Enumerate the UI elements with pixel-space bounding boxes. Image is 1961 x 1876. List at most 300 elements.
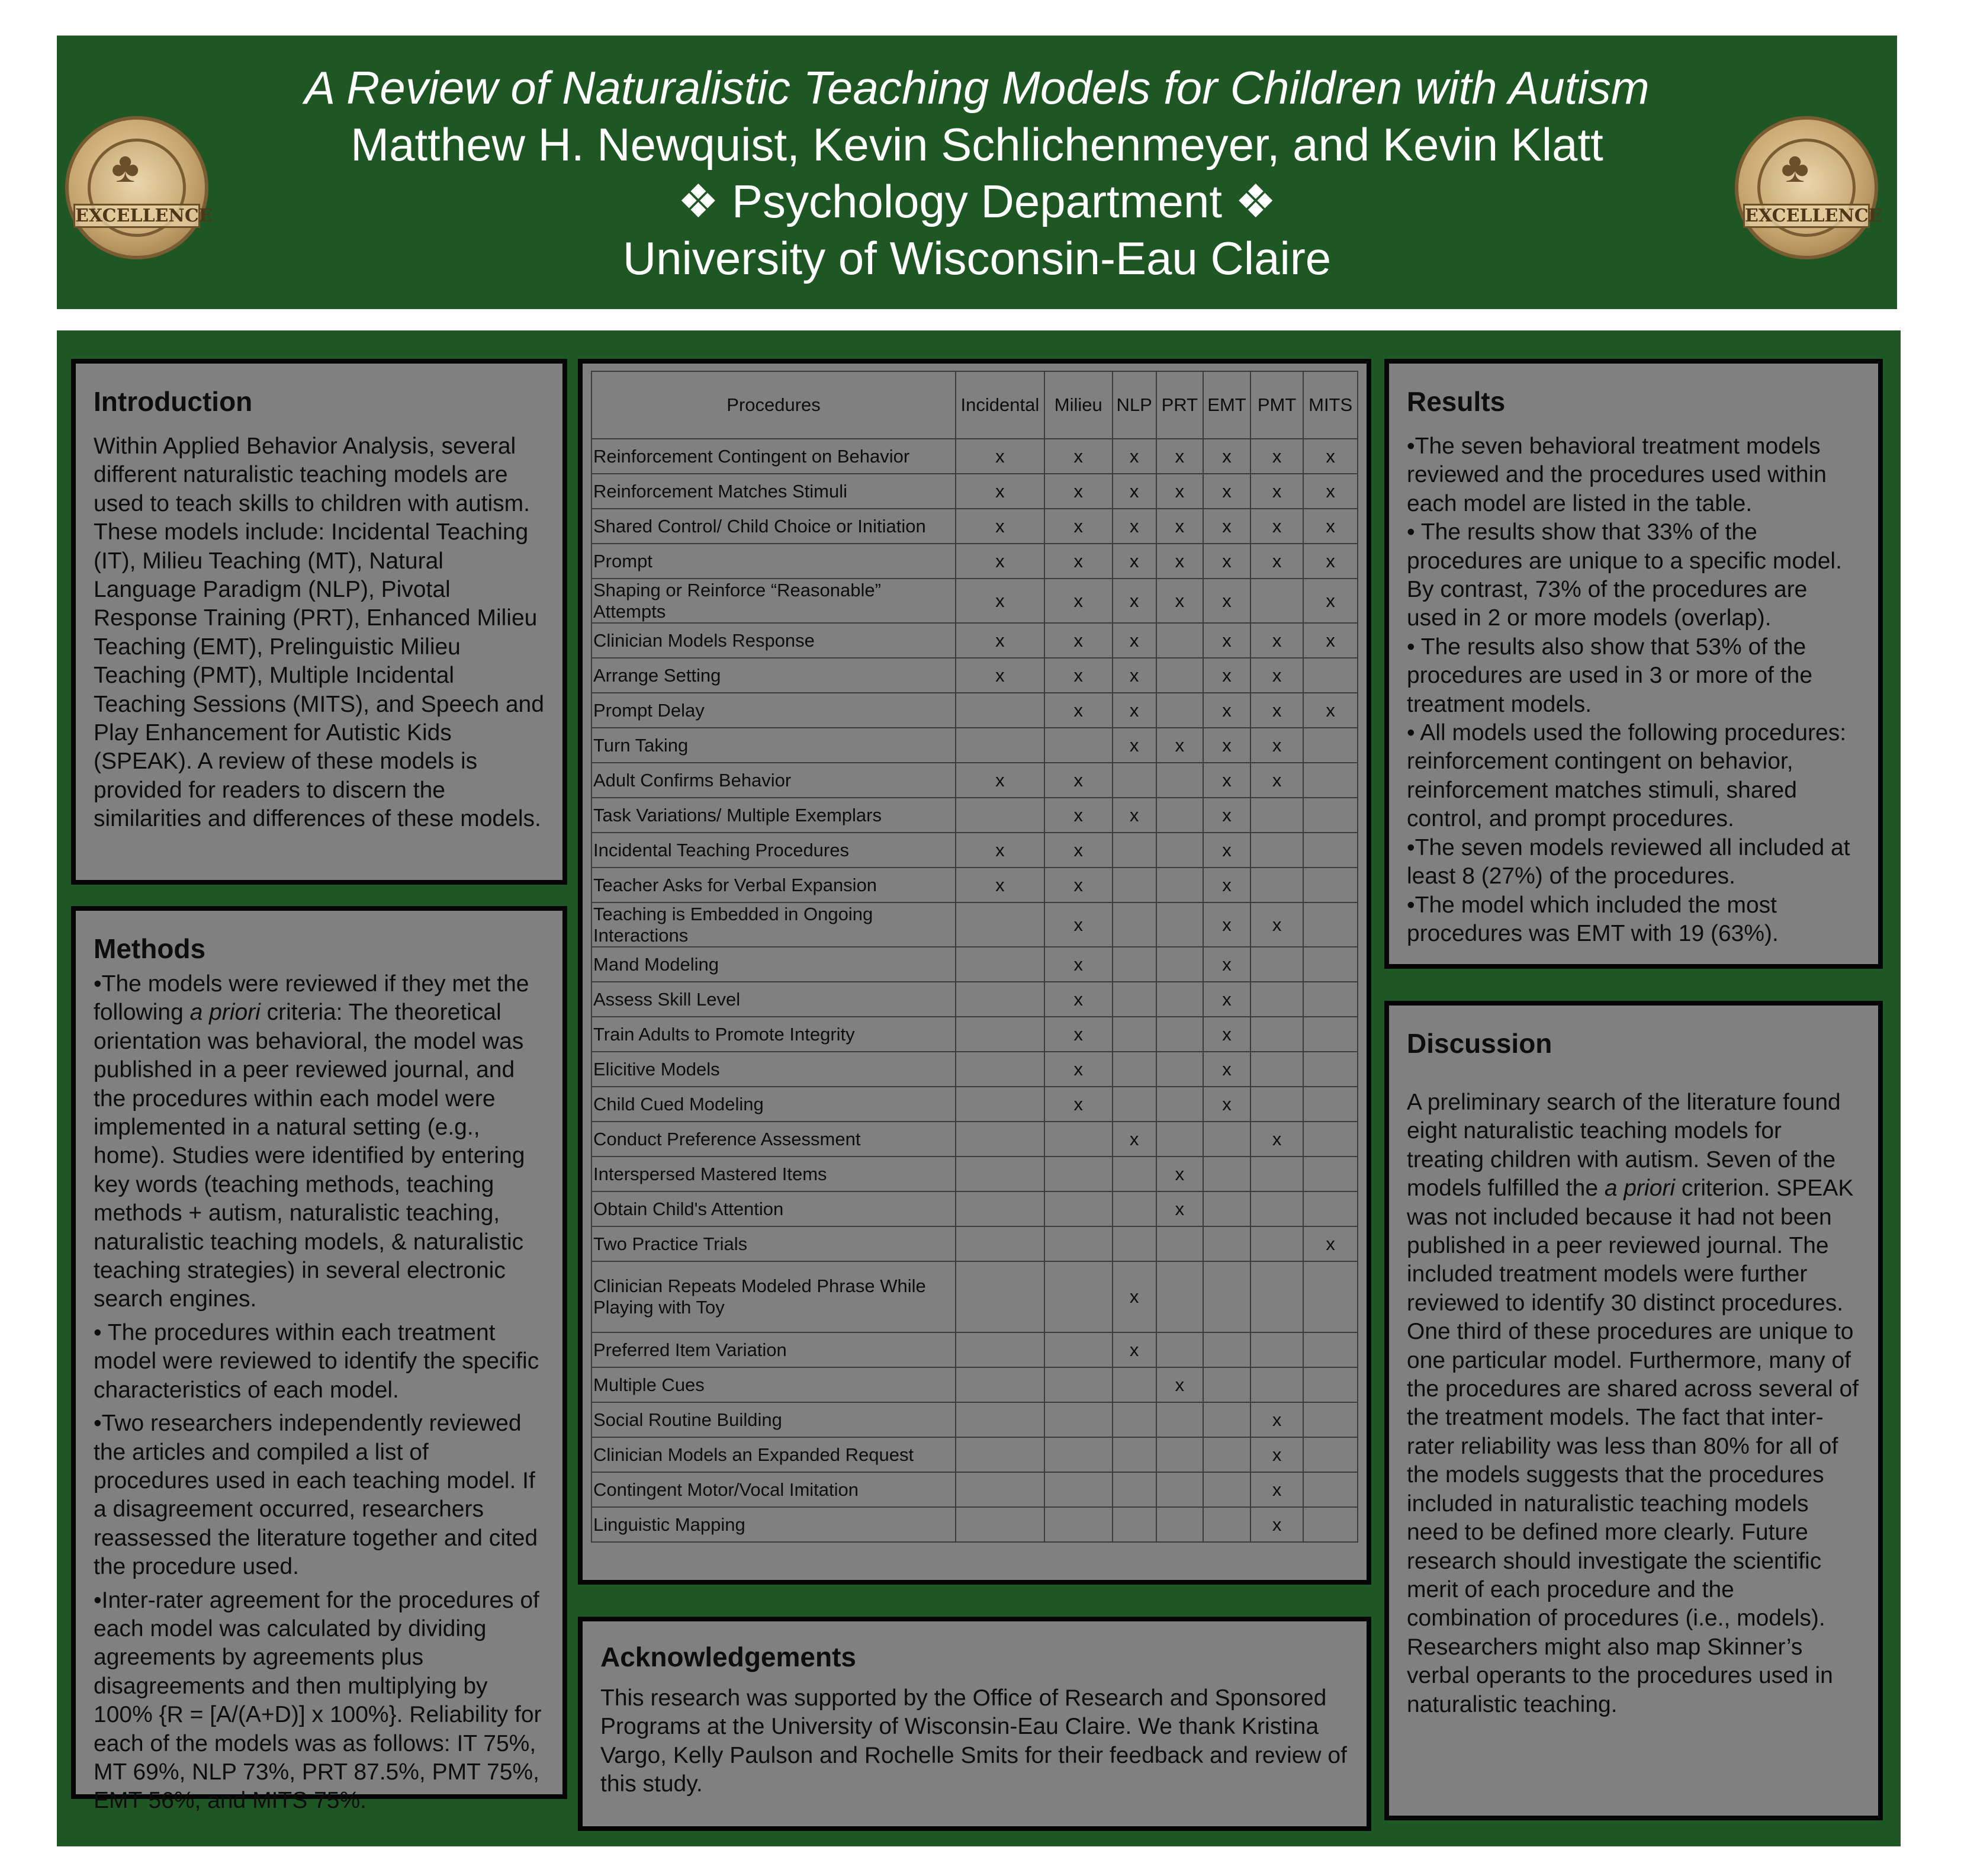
table-row [591,728,1358,763]
procedure-mark: x [1044,982,1113,1017]
procedure-mark [956,1332,1044,1367]
discussion-heading: Discussion [1407,1028,1552,1059]
procedure-mark [1156,1472,1204,1507]
procedure-mark: x [1203,693,1250,728]
procedure-mark [1113,982,1156,1017]
procedure-mark [956,1226,1044,1261]
procedure-name: Assess Skill Level [591,982,956,1017]
procedure-mark: x [1044,579,1113,623]
procedure-mark: x [1203,982,1250,1017]
procedure-mark: x [1250,544,1303,579]
procedure-mark [1303,947,1358,982]
procedure-mark [1203,1261,1250,1332]
procedure-mark [1250,833,1303,868]
procedure-mark: x [956,623,1044,658]
procedure-mark: x [1303,693,1358,728]
procedure-mark: x [1250,763,1303,798]
acknowledgements-body: This research was supported by the Office of Research and Sponsored Programs at the University of Wisconsin-Eau Claire. We thank Kristina Vargo, Kelly Paulson and Rochelle Smits for their feedback and review of this study. [600,1685,1347,1797]
procedure-mark [1044,1472,1113,1507]
procedure-mark [1113,763,1156,798]
procedure-mark [1113,1367,1156,1402]
methods-paragraph-1: •The models were reviewed if they met the following a priori criteria: The theoretical orientation was behavioral, the model was published in a peer reviewed journal, and the procedures within each model were implemented in a natural setting (e.g., home). Studies were identified by entering key words (teaching methods, teaching methods + autism, naturalistic teaching, naturalistic teaching models, & naturalistic teaching strategies) in several electronic search engines. [94,971,529,1312]
table-header-row [591,371,1358,439]
table-row [591,544,1358,579]
procedure-mark [1113,1437,1156,1472]
procedure-mark [1250,947,1303,982]
procedure-name: Teacher Asks for Verbal Expansion [591,868,956,902]
procedure-mark [1203,1226,1250,1261]
procedure-mark [1303,902,1358,947]
procedure-mark [956,1507,1044,1542]
procedure-mark [1044,1191,1113,1226]
table-row [591,1226,1358,1261]
procedure-mark [1156,868,1204,902]
procedure-mark: x [1203,1087,1250,1122]
procedure-name: Reinforcement Contingent on Behavior [591,439,956,474]
poster-title: A Review of Naturalistic Teaching Models for Children with Autism [304,62,1650,114]
procedure-mark: x [1113,658,1156,693]
procedure-mark: x [1156,509,1204,544]
procedure-mark [1203,1367,1250,1402]
procedure-mark: x [1203,474,1250,509]
procedure-mark: x [1250,1402,1303,1437]
procedure-mark [1203,1507,1250,1542]
procedure-name: Preferred Item Variation [591,1332,956,1367]
procedure-mark: x [1113,1332,1156,1367]
procedure-mark [1156,1017,1204,1052]
procedure-mark: x [1203,868,1250,902]
procedure-mark: x [1113,1122,1156,1157]
methods-heading: Methods [94,933,206,964]
procedure-mark [1156,982,1204,1017]
procedure-mark [956,1472,1044,1507]
methods-panel [71,906,567,1814]
procedure-mark [956,1402,1044,1437]
procedure-mark: x [956,833,1044,868]
table-row [591,1367,1358,1402]
tree-icon: ♣ [111,144,140,191]
procedure-name: Linguistic Mapping [591,1507,956,1542]
procedure-mark [956,1437,1044,1472]
procedure-mark [1203,1122,1250,1157]
procedure-mark: x [1203,579,1250,623]
procedure-mark: x [1303,1226,1358,1261]
table-row [591,579,1358,623]
procedure-mark [1303,1437,1358,1472]
procedure-mark: x [956,579,1044,623]
procedure-mark [1203,1437,1250,1472]
procedure-mark: x [1203,1017,1250,1052]
table-row [591,439,1358,474]
procedure-mark [1044,1157,1113,1191]
procedure-mark: x [956,509,1044,544]
procedure-mark [1156,1122,1204,1157]
procedure-mark [1156,658,1204,693]
procedure-mark [1250,982,1303,1017]
procedure-mark: x [956,658,1044,693]
procedure-mark: x [1250,1507,1303,1542]
procedure-mark [1044,1261,1113,1332]
poster-department: ❖ Psychology Department ❖ [677,175,1277,227]
procedure-mark [1303,868,1358,902]
procedure-mark [1250,1261,1303,1332]
procedure-mark [1250,1332,1303,1367]
procedure-mark [1303,1157,1358,1191]
discussion-panel [1384,1001,1883,1820]
procedure-mark: x [956,474,1044,509]
header-emt: EMT [1203,371,1250,439]
procedure-name: Clinician Repeats Modeled Phrase While Playing with Toy [591,1261,956,1332]
procedure-mark: x [1250,693,1303,728]
results-point-4: • All models used the following procedures: reinforcement contingent on behavior, reinforcement matches stimuli, shared control, and prompt procedures. [1407,720,1847,832]
procedure-mark: x [1156,1367,1204,1402]
procedure-mark [1113,868,1156,902]
procedure-mark [1044,728,1113,763]
procedure-mark [1303,798,1358,833]
table-row [591,763,1358,798]
procedure-mark [1303,1122,1358,1157]
procedure-mark [1044,1507,1113,1542]
procedure-mark [956,1367,1044,1402]
procedure-mark: x [1156,1191,1204,1226]
procedure-mark [1113,902,1156,947]
procedure-mark: x [1250,474,1303,509]
procedure-mark: x [1113,623,1156,658]
table-row [591,982,1358,1017]
table-row [591,509,1358,544]
procedure-mark [1303,982,1358,1017]
procedure-mark [1203,1402,1250,1437]
procedure-mark: x [1203,902,1250,947]
procedure-mark: x [1250,658,1303,693]
procedure-mark [1113,1087,1156,1122]
procedure-mark: x [1250,509,1303,544]
procedure-name: Prompt Delay [591,693,956,728]
procedure-mark [1250,1017,1303,1052]
procedure-mark [1303,1087,1358,1122]
procedure-mark [1156,833,1204,868]
acknowledgements-heading: Acknowledgements [600,1641,856,1672]
procedure-mark: x [1203,623,1250,658]
procedure-mark: x [1044,658,1113,693]
procedure-mark: x [1303,439,1358,474]
procedure-mark [1250,1191,1303,1226]
results-point-5: •The seven models reviewed all included at least 8 (27%) of the procedures. [1407,834,1850,889]
results-panel [1384,359,1883,969]
header-procedures: Procedures [591,371,956,439]
procedure-mark: x [1113,1261,1156,1332]
procedure-mark [1113,1472,1156,1507]
table-row [591,1472,1358,1507]
procedure-mark: x [1303,544,1358,579]
procedure-mark [1250,579,1303,623]
procedure-mark: x [1044,798,1113,833]
procedure-mark: x [1203,833,1250,868]
procedure-mark: x [956,763,1044,798]
table-row [591,1017,1358,1052]
procedure-mark: x [1303,509,1358,544]
procedure-name: Turn Taking [591,728,956,763]
procedure-mark [1250,798,1303,833]
procedure-mark [1113,1052,1156,1087]
procedure-mark: x [1044,693,1113,728]
procedure-mark: x [1203,763,1250,798]
procedure-name: Shaping or Reinforce “Reasonable” Attempts [591,579,956,623]
procedure-mark: x [1203,947,1250,982]
procedure-name: Conduct Preference Assessment [591,1122,956,1157]
poster-authors: Matthew H. Newquist, Kevin Schlichenmeyer, and Kevin Klatt [351,118,1603,171]
procedure-name: Reinforcement Matches Stimuli [591,474,956,509]
results-point-1: •The seven behavioral treatment models reviewed and the procedures used within each model are listed in the table. [1407,433,1827,516]
procedure-mark [1303,1507,1358,1542]
procedure-name: Multiple Cues [591,1367,956,1402]
procedure-mark: x [1156,474,1204,509]
procedure-mark [1156,693,1204,728]
procedure-mark [1044,1332,1113,1367]
procedure-mark [1113,947,1156,982]
procedure-mark [1203,1472,1250,1507]
procedure-mark [1303,1017,1358,1052]
procedure-mark: x [1203,544,1250,579]
table-row [591,1507,1358,1542]
procedure-mark [956,728,1044,763]
procedure-mark [1303,763,1358,798]
procedure-mark: x [1203,439,1250,474]
table-row [591,1332,1358,1367]
procedure-mark: x [1113,544,1156,579]
procedure-mark [1303,728,1358,763]
table-row [591,1191,1358,1226]
procedure-mark [956,1017,1044,1052]
table-row [591,474,1358,509]
procedure-mark [1156,1332,1204,1367]
procedure-mark: x [1303,579,1358,623]
procedure-mark: x [1303,474,1358,509]
procedure-mark: x [1044,623,1113,658]
procedure-mark [1250,1087,1303,1122]
procedure-name: Shared Control/ Child Choice or Initiation [591,509,956,544]
procedure-mark [1044,1367,1113,1402]
table-row [591,1087,1358,1122]
procedure-mark [1303,1332,1358,1367]
procedure-mark: x [1203,798,1250,833]
procedure-mark: x [1156,544,1204,579]
procedure-mark [1156,947,1204,982]
tree-icon: ♣ [1781,144,1809,191]
procedure-mark [1044,1122,1113,1157]
procedure-mark [956,1157,1044,1191]
procedure-mark: x [1113,509,1156,544]
table-row [591,1052,1358,1087]
procedure-name: Incidental Teaching Procedures [591,833,956,868]
table-row [591,623,1358,658]
procedure-mark [1156,1507,1204,1542]
table-row [591,947,1358,982]
procedure-name: Clinician Models Response [591,623,956,658]
seal-word: EXCELLENCE [1743,204,1870,228]
procedure-name: Obtain Child's Attention [591,1191,956,1226]
procedure-name: Social Routine Building [591,1402,956,1437]
procedure-mark: x [1113,728,1156,763]
procedure-mark: x [1203,728,1250,763]
procedure-name: Clinician Models an Expanded Request [591,1437,956,1472]
table-row [591,1122,1358,1157]
procedure-mark: x [1203,509,1250,544]
procedure-mark: x [1113,579,1156,623]
table-row [591,833,1358,868]
procedure-mark [1250,1157,1303,1191]
procedure-mark [1303,1191,1358,1226]
procedure-mark [956,1261,1044,1332]
procedure-mark [956,798,1044,833]
header-incidental: Incidental [956,371,1044,439]
procedure-mark [1303,1052,1358,1087]
procedure-mark: x [1250,902,1303,947]
procedure-mark: x [1044,902,1113,947]
procedure-mark [1303,1367,1358,1402]
results-point-3: • The results also show that 53% of the procedures are used in 3 or more of the treatment models. [1407,634,1813,717]
procedure-mark [1044,1402,1113,1437]
procedure-mark [1113,1402,1156,1437]
procedure-mark [1113,1157,1156,1191]
results-point-2: • The results show that 33% of the procedures are unique to a specific model. By contrast, 73% of the procedures are used in 2 or more models (overlap). [1407,519,1842,631]
table-row [591,798,1358,833]
procedure-mark: x [1044,1052,1113,1087]
header-mits: MITS [1303,371,1358,439]
procedure-mark: x [1044,474,1113,509]
procedure-name: Mand Modeling [591,947,956,982]
procedure-mark: x [1113,439,1156,474]
procedure-mark: x [1044,439,1113,474]
introduction-panel [71,359,567,885]
procedure-mark [1113,1191,1156,1226]
procedure-name: Teaching is Embedded in Ongoing Interactions [591,902,956,947]
table-row [591,868,1358,902]
procedure-name: Child Cued Modeling [591,1087,956,1122]
procedure-mark: x [1250,728,1303,763]
procedure-mark: x [1156,579,1204,623]
procedure-mark [1203,1157,1250,1191]
procedure-mark: x [956,868,1044,902]
poster-university: University of Wisconsin-Eau Claire [622,232,1332,284]
procedure-mark [1113,1226,1156,1261]
procedure-mark [1156,798,1204,833]
procedure-mark [1156,902,1204,947]
procedure-mark: x [1156,1157,1204,1191]
procedure-mark [1203,1332,1250,1367]
procedure-mark [1113,1017,1156,1052]
procedure-mark: x [1044,833,1113,868]
procedure-mark [1156,763,1204,798]
procedure-mark [1303,1402,1358,1437]
procedure-mark [1250,868,1303,902]
procedure-mark [1156,1437,1204,1472]
procedure-mark: x [1156,439,1204,474]
discussion-body: A preliminary search of the literature found eight naturalistic teaching models for treating children with autism. Seven of the models fulfilled the a priori criterion. SPEAK was not included because it had not been published in a peer reviewed journal. The included treatment models were further reviewed to identify 30 distinct procedures. One third of these procedures are unique to one particular model. Furthermore, many of the procedures are shared across several of the treatment models. The fact that inter-rater reliability was less than 80% for all of the models suggests that the procedures included in naturalistic teaching models need to be defined more clearly. Future research should investigate the scientific merit of each procedure and the combination of procedures (i.e., models). Researchers might also map Skinner’s verbal operants to the procedures used in naturalistic teaching. [1407,1090,1859,1717]
procedure-mark [1250,1052,1303,1087]
procedure-name: Elicitive Models [591,1052,956,1087]
introduction-heading: Introduction [94,386,253,417]
procedure-name: Interspersed Mastered Items [591,1157,956,1191]
procedure-mark [1044,1226,1113,1261]
procedure-mark [1250,1226,1303,1261]
header-pmt: PMT [1250,371,1303,439]
procedure-mark: x [1203,1052,1250,1087]
procedure-mark: x [1113,798,1156,833]
procedure-name: Two Practice Trials [591,1226,956,1261]
procedure-mark [956,982,1044,1017]
procedure-mark: x [1303,623,1358,658]
procedure-mark [1303,1261,1358,1332]
procedure-mark [1156,1052,1204,1087]
procedure-mark [1156,1402,1204,1437]
procedure-mark: x [1113,474,1156,509]
university-seal-left [65,116,213,259]
procedure-mark: x [956,439,1044,474]
procedure-mark [956,947,1044,982]
procedure-mark: x [1044,868,1113,902]
table-row [591,1261,1358,1332]
poster-header [57,36,1897,309]
procedure-mark [1250,1367,1303,1402]
table-row [591,693,1358,728]
procedure-mark: x [1044,947,1113,982]
table-row [591,1157,1358,1191]
procedure-mark: x [1250,439,1303,474]
table-row [591,902,1358,947]
procedure-mark: x [1044,763,1113,798]
procedure-mark: x [1156,728,1204,763]
procedure-mark [956,1052,1044,1087]
procedure-mark: x [1044,1087,1113,1122]
methods-paragraph-3: •Two researchers independently reviewed the articles and compiled a list of procedures used in each teaching model. If a disagreement occurred, researchers reassessed the literature together and cited the procedure used. [94,1411,538,1580]
table-row [591,1402,1358,1437]
procedure-mark [1303,833,1358,868]
methods-paragraph-2: • The procedures within each treatment model were reviewed to identify the specific characteristics of each model. [94,1319,539,1403]
procedure-mark [1044,1437,1113,1472]
procedure-mark [1156,1261,1204,1332]
procedure-mark: x [1203,658,1250,693]
procedure-mark [956,693,1044,728]
procedure-mark [1303,1472,1358,1507]
table-row [591,658,1358,693]
results-point-6: •The model which included the most procedures was EMT with 19 (63%). [1407,892,1779,946]
procedure-mark: x [1044,509,1113,544]
procedure-mark [1113,1507,1156,1542]
procedure-mark: x [1044,544,1113,579]
methods-paragraph-4: •Inter-rater agreement for the procedures of each model was calculated by dividing agreements by agreements plus disagreements and then multiplying by 100% {R = [A/(A+D)] x 100%}. Reliability for each of the models was as follows: IT 75%, MT 69%, NLP 73%, PRT 87.5%, PMT 75%, EMT 56%, and MITS 75%. [94,1587,542,1814]
procedure-mark: x [1250,1472,1303,1507]
procedure-name: Prompt [591,544,956,579]
procedure-mark: x [956,544,1044,579]
procedures-table-panel [578,359,1371,1585]
results-heading: Results [1407,386,1506,417]
procedure-mark [1113,833,1156,868]
procedure-mark: x [1113,693,1156,728]
procedure-mark: x [1250,623,1303,658]
procedures-table [591,371,1358,1543]
acknowledgements-panel [578,1617,1371,1831]
header-nlp: NLP [1113,371,1156,439]
procedure-mark [1303,658,1358,693]
procedure-name: Contingent Motor/Vocal Imitation [591,1472,956,1507]
procedure-mark [956,902,1044,947]
procedure-mark [956,1191,1044,1226]
procedure-mark: x [1250,1122,1303,1157]
procedure-mark [1156,1087,1204,1122]
procedure-mark [1156,1226,1204,1261]
procedure-mark [1203,1191,1250,1226]
